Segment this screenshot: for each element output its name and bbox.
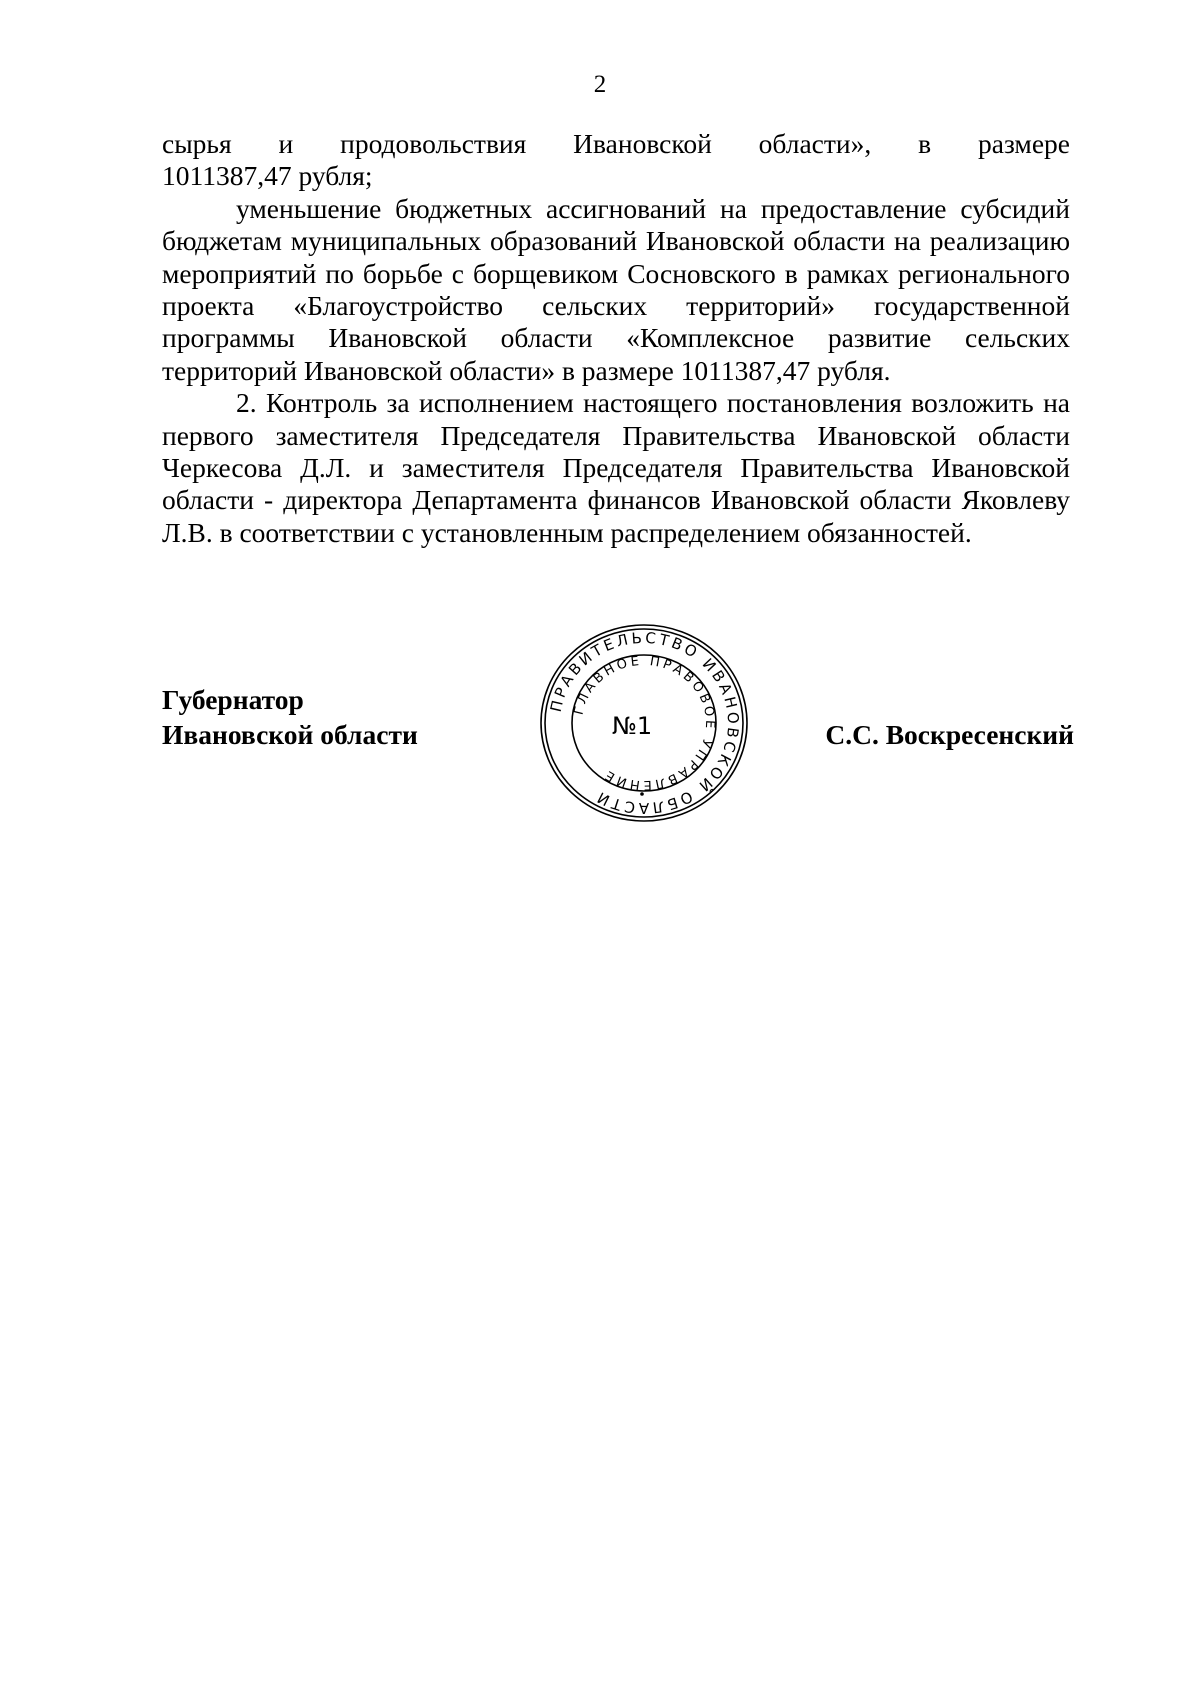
signatory-name: С.С. Воскресенский <box>825 719 1074 750</box>
official-seal <box>538 622 750 824</box>
signatory-title: Губернатор <box>162 684 304 715</box>
paragraph-continuation-amount: 1011387,47 рубля; <box>162 160 373 192</box>
seal-center-number: №1 <box>611 712 653 740</box>
seal-outer-text: ПРАВИТЕЛЬСТВО ИВАНОВСКОЙ ОБЛАСТИ <box>546 628 743 818</box>
page-number: 2 <box>593 71 607 98</box>
paragraph-control-clause: 2. Контроль за исполнением настоящего постановления возложить на первого заместителя Председателя Правительства Ивановской области Черкесова Д.Л. и заместителя Председателя Правительства Ивановской области - директора Департамента финансов Ивановской области Яковлеву Л.В. в соответствии с установленным распределением обязанностей. <box>162 387 1070 548</box>
signatory-position <box>162 682 418 752</box>
paragraph-subsidy-reduction: уменьшение бюджетных ассигнований на предоставление субсидий бюджетам муниципальных образований Ивановской области на реализацию мероприятий по борьбе с борщевиком Сосновского в рамках регионального проекта «Благоустройство сельских территорий» государственной программы Ивановской области «Комплексное развитие сельских территорий Ивановской области» в размере 1011387,47 рубля. <box>162 192 1070 386</box>
paragraph-continuation: сырья и продовольствия Ивановской области», в размере <box>162 128 1070 159</box>
document-body <box>162 128 1070 549</box>
seal-inner-text: ГЛАВНОЕ ПРАВОВОЕ УПРАВЛЕНИЕ <box>571 653 718 793</box>
signatory-region: Ивановской области <box>162 719 418 750</box>
